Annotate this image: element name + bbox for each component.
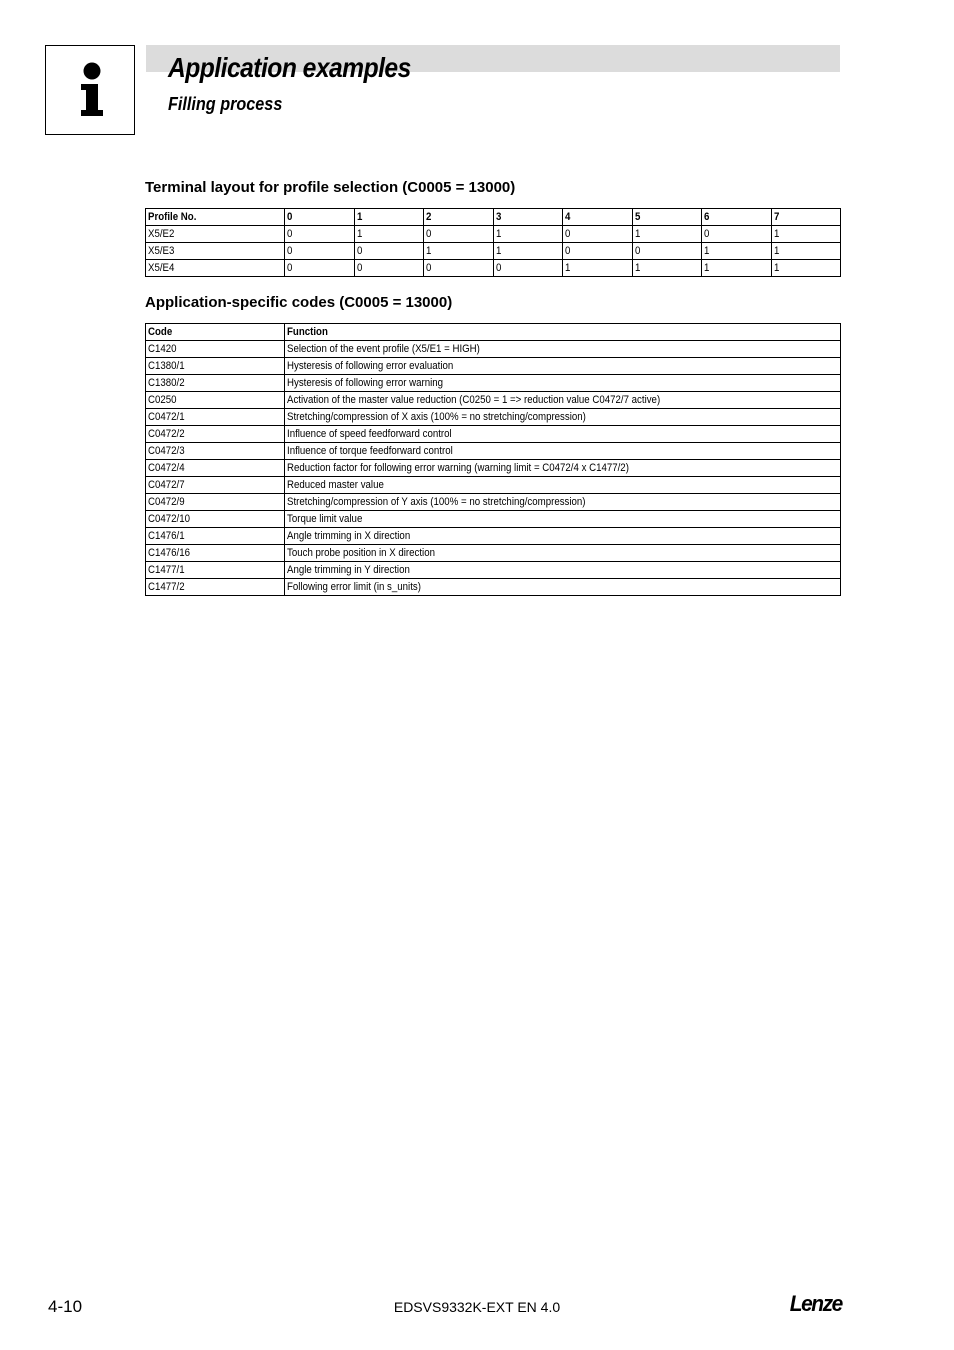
table-cell — [424, 260, 494, 277]
table-cell — [285, 375, 841, 392]
codes-table — [145, 323, 841, 596]
cell-value: 0 — [704, 227, 710, 240]
column-header-label: Profile No. — [148, 210, 197, 223]
section-title: Filling process — [168, 94, 283, 114]
codes-table-row — [146, 477, 841, 494]
lenze-logo: Lenze — [789, 1291, 842, 1316]
table-cell — [285, 579, 841, 596]
table-cell — [285, 392, 841, 409]
column-header — [702, 209, 772, 226]
table-cell — [563, 260, 633, 277]
cell-value: Following error limit (in s_units) — [287, 580, 421, 593]
column-header-label: 1 — [356, 210, 362, 223]
table-cell — [771, 260, 841, 277]
cell-value: C1476/1 — [148, 529, 185, 542]
profile-table-row — [146, 243, 841, 260]
profile-table-row — [146, 226, 841, 243]
cell-value: Influence of torque feedforward control — [287, 444, 453, 457]
cell-value: Stretching/compression of Y axis (100% = no stretching/compression) — [287, 495, 586, 508]
column-header-label: 2 — [426, 210, 432, 223]
table-cell — [146, 409, 285, 426]
cell-value: C1380/1 — [148, 359, 185, 372]
cell-value: 1 — [704, 261, 710, 274]
codes-table-row — [146, 545, 841, 562]
column-header — [493, 209, 563, 226]
cell-value: Activation of the master value reduction (C0250 = 1 => reduction value C0472/7 active) — [287, 393, 661, 406]
cell-value: 0 — [356, 244, 362, 257]
info-icon — [46, 46, 136, 136]
table-cell — [632, 260, 702, 277]
cell-value: X5/E4 — [148, 261, 175, 274]
cell-value: 1 — [565, 261, 571, 274]
cell-value: C1477/1 — [148, 563, 185, 576]
table-cell — [285, 511, 841, 528]
table-cell — [285, 460, 841, 477]
table-cell — [285, 409, 841, 426]
table-cell — [146, 392, 285, 409]
table-cell — [146, 460, 285, 477]
cell-value: 1 — [704, 244, 710, 257]
codes-table-row — [146, 392, 841, 409]
codes-table-row — [146, 426, 841, 443]
table-cell — [771, 226, 841, 243]
cell-value: Influence of speed feedforward control — [287, 427, 452, 440]
table-cell — [146, 477, 285, 494]
cell-value: C0250 — [148, 393, 177, 406]
cell-value: 1 — [773, 227, 779, 240]
column-header-label: 7 — [773, 210, 779, 223]
cell-value: Angle trimming in Y direction — [287, 563, 410, 576]
table-cell — [702, 226, 772, 243]
codes-table-row — [146, 579, 841, 596]
cell-value: Selection of the event profile (X5/E1 = HIGH) — [287, 342, 480, 355]
table-cell — [285, 477, 841, 494]
table-cell — [146, 358, 285, 375]
table-cell — [424, 243, 494, 260]
table-cell — [493, 260, 563, 277]
table-cell — [146, 260, 285, 277]
cell-value: 1 — [634, 261, 640, 274]
table-cell — [632, 243, 702, 260]
codes-table-heading: Application-specific codes (C0005 = 13000) — [145, 294, 453, 311]
cell-value: Hysteresis of following error evaluation — [287, 359, 454, 372]
cell-value: 1 — [495, 244, 501, 257]
table-cell — [146, 545, 285, 562]
column-header — [354, 209, 424, 226]
cell-value: 0 — [495, 261, 501, 274]
column-header-label: Code — [148, 325, 173, 338]
cell-value: 0 — [426, 261, 432, 274]
cell-value: Touch probe position in X direction — [287, 546, 435, 559]
codes-table-row — [146, 494, 841, 511]
codes-table-row — [146, 358, 841, 375]
column-header — [146, 324, 285, 341]
cell-value: C0472/4 — [148, 461, 185, 474]
table-cell — [285, 243, 355, 260]
table-cell — [285, 426, 841, 443]
cell-value: 0 — [634, 244, 640, 257]
table-cell — [146, 528, 285, 545]
table-cell — [146, 443, 285, 460]
cell-value: 1 — [426, 244, 432, 257]
codes-table-row — [146, 528, 841, 545]
table-cell — [146, 494, 285, 511]
cell-value: 1 — [495, 227, 501, 240]
table-cell — [285, 545, 841, 562]
table-cell — [563, 243, 633, 260]
profile-table-heading: Terminal layout for profile selection (C0005 = 13000) — [145, 179, 516, 196]
cell-value: Reduced master value — [287, 478, 384, 491]
cell-value: 0 — [287, 227, 293, 240]
table-cell — [285, 226, 355, 243]
cell-value: C0472/3 — [148, 444, 185, 457]
cell-value: X5/E2 — [148, 227, 175, 240]
table-cell — [493, 226, 563, 243]
codes-table-row — [146, 375, 841, 392]
cell-value: C1380/2 — [148, 376, 185, 389]
codes-table-row — [146, 409, 841, 426]
column-header — [424, 209, 494, 226]
cell-value: C1420 — [148, 342, 177, 355]
table-cell — [632, 226, 702, 243]
profile-table-row — [146, 260, 841, 277]
cell-value: Reduction factor for following error warning (warning limit = C0472/4 x C1477/2) — [287, 461, 629, 474]
cell-value: C0472/7 — [148, 478, 185, 491]
table-cell — [285, 443, 841, 460]
column-header — [285, 209, 355, 226]
table-cell — [702, 260, 772, 277]
cell-value: C0472/10 — [148, 512, 190, 525]
cell-value: 0 — [356, 261, 362, 274]
table-cell — [146, 511, 285, 528]
table-cell — [285, 528, 841, 545]
cell-value: Torque limit value — [287, 512, 363, 525]
codes-table-row — [146, 511, 841, 528]
table-cell — [285, 494, 841, 511]
table-cell — [146, 426, 285, 443]
codes-table-row — [146, 443, 841, 460]
table-cell — [354, 226, 424, 243]
table-cell — [354, 243, 424, 260]
column-header — [285, 324, 841, 341]
column-header — [563, 209, 633, 226]
table-cell — [146, 375, 285, 392]
table-cell — [146, 243, 285, 260]
cell-value: 1 — [634, 227, 640, 240]
cell-value: 1 — [356, 227, 362, 240]
column-header — [632, 209, 702, 226]
column-header-label: 5 — [634, 210, 640, 223]
cell-value: C1476/16 — [148, 546, 190, 559]
profile-table-header-row — [146, 209, 841, 226]
cell-value: 0 — [565, 227, 571, 240]
cell-value: C0472/9 — [148, 495, 185, 508]
table-cell — [493, 243, 563, 260]
table-cell — [285, 341, 841, 358]
cell-value: Angle trimming in X direction — [287, 529, 411, 542]
table-cell — [285, 358, 841, 375]
document-id: EDSVS9332K-EXT EN 4.0 — [393, 1299, 561, 1315]
codes-table-row — [146, 460, 841, 477]
cell-value: 0 — [287, 244, 293, 257]
column-header-label: 3 — [495, 210, 501, 223]
page-number: 4-10 — [48, 1297, 83, 1316]
cell-value: C0472/1 — [148, 410, 185, 423]
cell-value: Hysteresis of following error warning — [287, 376, 444, 389]
codes-table-header-row — [146, 324, 841, 341]
profile-table — [145, 208, 841, 277]
table-cell — [285, 562, 841, 579]
column-header-label: Function — [287, 325, 328, 338]
table-cell — [146, 341, 285, 358]
codes-table-row — [146, 341, 841, 358]
info-icon-box — [45, 45, 135, 135]
table-cell — [285, 260, 355, 277]
table-cell — [771, 243, 841, 260]
table-cell — [702, 243, 772, 260]
table-cell — [146, 226, 285, 243]
cell-value: 0 — [565, 244, 571, 257]
cell-value: Stretching/compression of X axis (100% = no stretching/compression) — [287, 410, 586, 423]
table-cell — [424, 226, 494, 243]
chapter-title: Application examples — [168, 52, 411, 83]
column-header — [771, 209, 841, 226]
table-cell — [563, 226, 633, 243]
cell-value: 0 — [426, 227, 432, 240]
cell-value: 1 — [773, 244, 779, 257]
cell-value: 0 — [287, 261, 293, 274]
table-cell — [354, 260, 424, 277]
table-cell — [146, 579, 285, 596]
table-cell — [146, 562, 285, 579]
cell-value: 1 — [773, 261, 779, 274]
column-header — [146, 209, 285, 226]
codes-table-row — [146, 562, 841, 579]
cell-value: X5/E3 — [148, 244, 175, 257]
column-header-label: 0 — [287, 210, 293, 223]
column-header-label: 6 — [704, 210, 710, 223]
cell-value: C1477/2 — [148, 580, 185, 593]
column-header-label: 4 — [565, 210, 571, 223]
cell-value: C0472/2 — [148, 427, 185, 440]
